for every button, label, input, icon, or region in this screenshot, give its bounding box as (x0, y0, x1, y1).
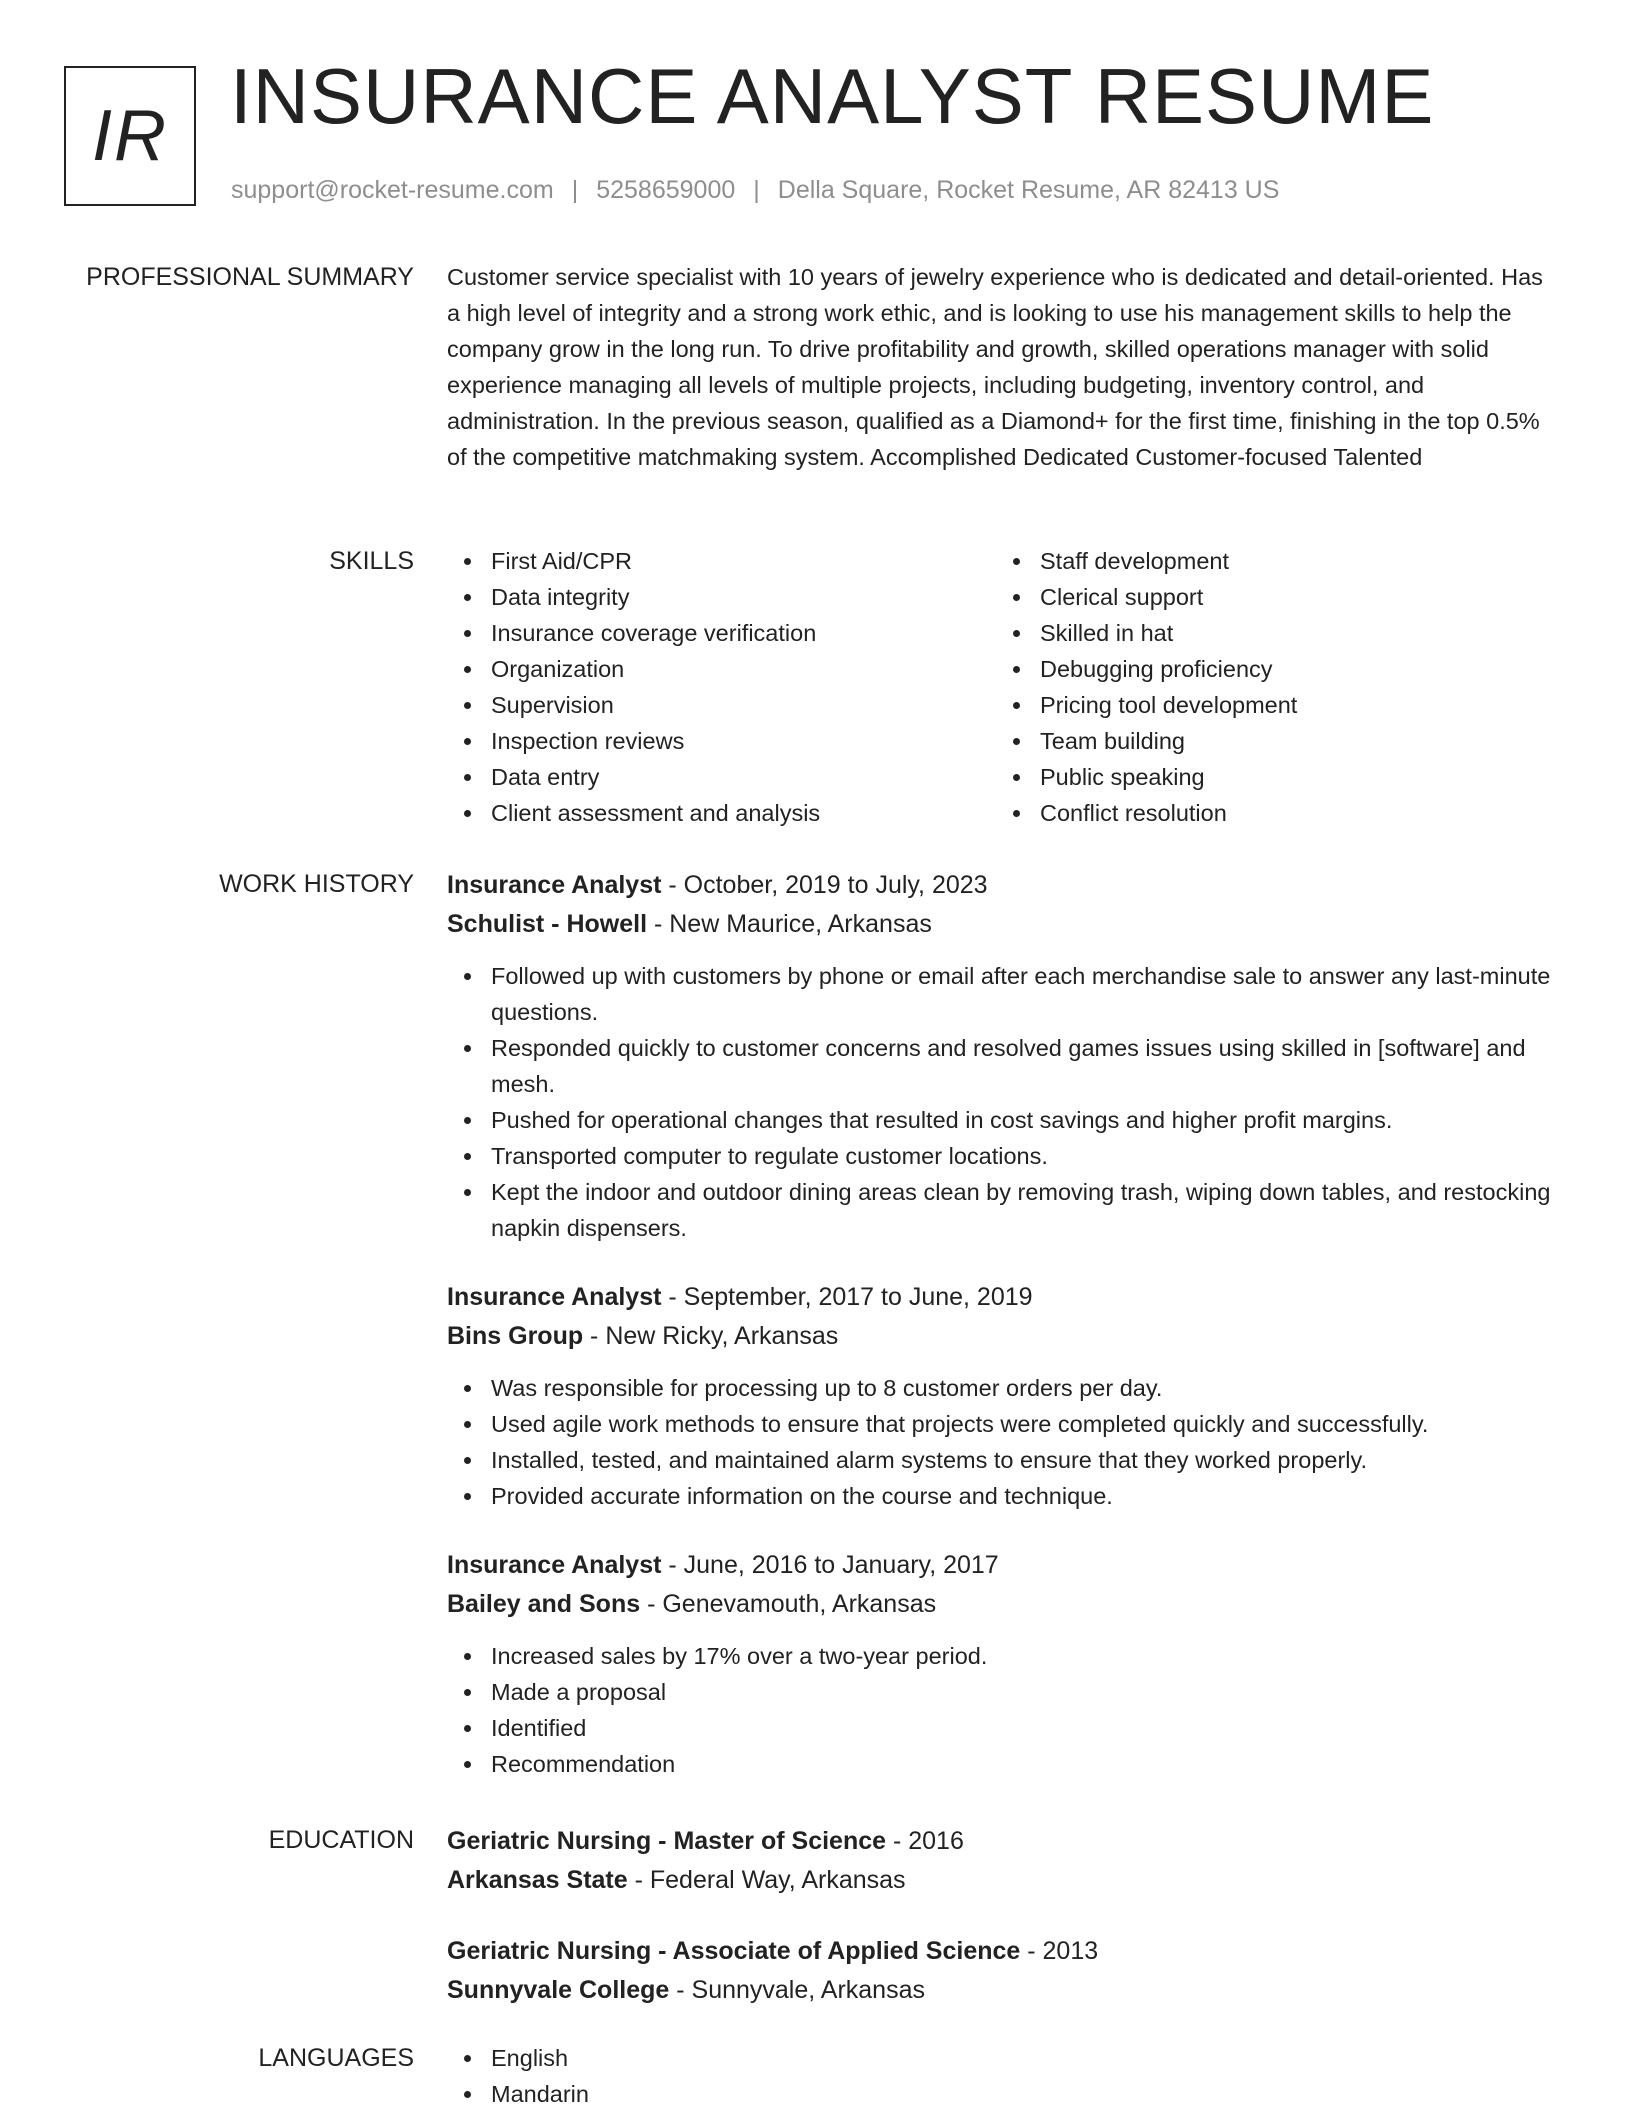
skill-item: Clerical support (996, 579, 1545, 615)
job-entry (447, 1278, 1562, 1514)
education-location: - Federal Way, Arkansas (627, 1866, 906, 1894)
skill-item: Data integrity (447, 579, 996, 615)
education-degree-line (447, 1932, 1562, 1971)
skill-item: Insurance coverage verification (447, 615, 996, 651)
job-bullet: Kept the indoor and outdoor dining areas clean by removing trash, wiping down tables, and restocking napkin dispensers. (447, 1174, 1562, 1246)
job-title: Insurance Analyst (447, 1551, 662, 1579)
job-company-line (447, 1317, 1562, 1356)
job-bullet: Used agile work methods to ensure that projects were completed quickly and successfully. (447, 1406, 1562, 1442)
education-school-line (447, 1971, 1562, 2010)
job-company: Bailey and Sons (447, 1590, 641, 1618)
languages-list (447, 2040, 1562, 2112)
skill-item: Skilled in hat (996, 615, 1545, 651)
skill-item: Inspection reviews (447, 723, 996, 759)
language-item: English (447, 2040, 1562, 2076)
education-year: - 2016 (886, 1827, 964, 1855)
section-label-work-history: WORK HISTORY (219, 870, 414, 898)
job-bullet: Followed up with customers by phone or email after each merchandise sale to answer any last-minute questions. (447, 958, 1562, 1030)
section-label-skills: SKILLS (329, 547, 414, 575)
education-degree: Geriatric Nursing - Associate of Applied Science (447, 1937, 1021, 1965)
job-dates: - October, 2019 to July, 2023 (661, 871, 988, 899)
contact-line (231, 176, 1279, 205)
skills-list-left (447, 543, 996, 831)
summary-text: Customer service specialist with 10 years of jewelry experience who is dedicated and detail-oriented. Has a high level of integrity and a strong work ethic, and is looking to use his management skills to help the company grow in the long run. To drive profitability and growth, skilled operations manager with solid experience managing all levels of multiple projects, including budgeting, inventory control, and administration. In the previous season, qualified as a Diamond+ for the first time, finishing in the top 0.5% of the competitive matchmaking system. Accomplished Dedicated Customer-focused Talented (447, 264, 1543, 470)
job-bullet: Made a proposal (447, 1674, 1562, 1710)
section-label-education: EDUCATION (268, 1826, 414, 1854)
job-bullets (447, 958, 1562, 1246)
job-bullet: Provided accurate information on the course and technique. (447, 1478, 1562, 1514)
education-year: - 2013 (1020, 1937, 1099, 1965)
section-label-summary: PROFESSIONAL SUMMARY (86, 263, 414, 291)
skills-column-right (996, 543, 1545, 831)
education-school: Sunnyvale College (447, 1976, 670, 2004)
job-title: Insurance Analyst (447, 1283, 662, 1311)
job-bullet: Identified (447, 1710, 1562, 1746)
job-dates: - June, 2016 to January, 2017 (661, 1551, 999, 1579)
contact-email: support@rocket-resume.com (231, 176, 554, 204)
job-bullet: Was responsible for processing up to 8 customer orders per day. (447, 1370, 1562, 1406)
job-company: Schulist - Howell (447, 910, 648, 938)
education-body (447, 1822, 1562, 2042)
job-title-line (447, 866, 1562, 905)
contact-separator: | (753, 176, 760, 204)
skills-column-left (447, 543, 996, 831)
skills-body (447, 543, 1562, 831)
contact-phone: 5258659000 (596, 176, 736, 204)
job-bullet: Transported computer to regulate customer locations. (447, 1138, 1562, 1174)
education-school: Arkansas State (447, 1866, 628, 1894)
skills-grid (447, 543, 1562, 831)
skill-item: Staff development (996, 543, 1545, 579)
job-bullet: Increased sales by 17% over a two-year period. (447, 1638, 1562, 1674)
skill-item: Organization (447, 651, 996, 687)
education-degree: Geriatric Nursing - Master of Science (447, 1827, 887, 1855)
skill-item: Conflict resolution (996, 795, 1545, 831)
job-company-line (447, 905, 1562, 944)
monogram-initials: IR (92, 96, 168, 176)
resume-title: INSURANCE ANALYST RESUME (230, 52, 1435, 140)
job-bullet: Pushed for operational changes that resulted in cost savings and higher profit margins. (447, 1102, 1562, 1138)
education-entry (447, 1932, 1562, 2010)
job-title: Insurance Analyst (447, 871, 662, 899)
job-location: - New Maurice, Arkansas (647, 910, 932, 938)
monogram-badge (64, 66, 196, 206)
education-location: - Sunnyvale, Arkansas (669, 1976, 925, 2004)
work-history-body (447, 866, 1562, 1814)
job-dates: - September, 2017 to June, 2019 (661, 1283, 1033, 1311)
job-entry (447, 1546, 1562, 1782)
section-label-languages: LANGUAGES (258, 2044, 414, 2072)
job-location: - Genevamouth, Arkansas (640, 1590, 937, 1618)
skills-list-right (996, 543, 1545, 831)
job-bullet: Responded quickly to customer concerns and resolved games issues using skilled in [software] and mesh. (447, 1030, 1562, 1102)
job-location: - New Ricky, Arkansas (583, 1322, 839, 1350)
job-company: Bins Group (447, 1322, 584, 1350)
job-bullets (447, 1370, 1562, 1514)
job-company-line (447, 1585, 1562, 1624)
skill-item: Client assessment and analysis (447, 795, 996, 831)
job-bullet: Installed, tested, and maintained alarm systems to ensure that they worked properly. (447, 1442, 1562, 1478)
skill-item: Pricing tool development (996, 687, 1545, 723)
skill-item: Debugging proficiency (996, 651, 1545, 687)
job-entry (447, 866, 1562, 1246)
education-entry (447, 1822, 1562, 1900)
job-title-line (447, 1546, 1562, 1585)
skill-item: Data entry (447, 759, 996, 795)
job-title-line (447, 1278, 1562, 1317)
education-school-line (447, 1861, 1562, 1900)
language-item: Mandarin (447, 2076, 1562, 2112)
skill-item: Team building (996, 723, 1545, 759)
skill-item: Supervision (447, 687, 996, 723)
contact-address: Della Square, Rocket Resume, AR 82413 US (777, 176, 1280, 204)
languages-body (447, 2040, 1562, 2112)
education-degree-line (447, 1822, 1562, 1861)
summary-body (447, 259, 1562, 475)
job-bullets (447, 1638, 1562, 1782)
contact-separator: | (571, 176, 579, 204)
job-bullet: Recommendation (447, 1746, 1562, 1782)
skill-item: First Aid/CPR (447, 543, 996, 579)
skill-item: Public speaking (996, 759, 1545, 795)
